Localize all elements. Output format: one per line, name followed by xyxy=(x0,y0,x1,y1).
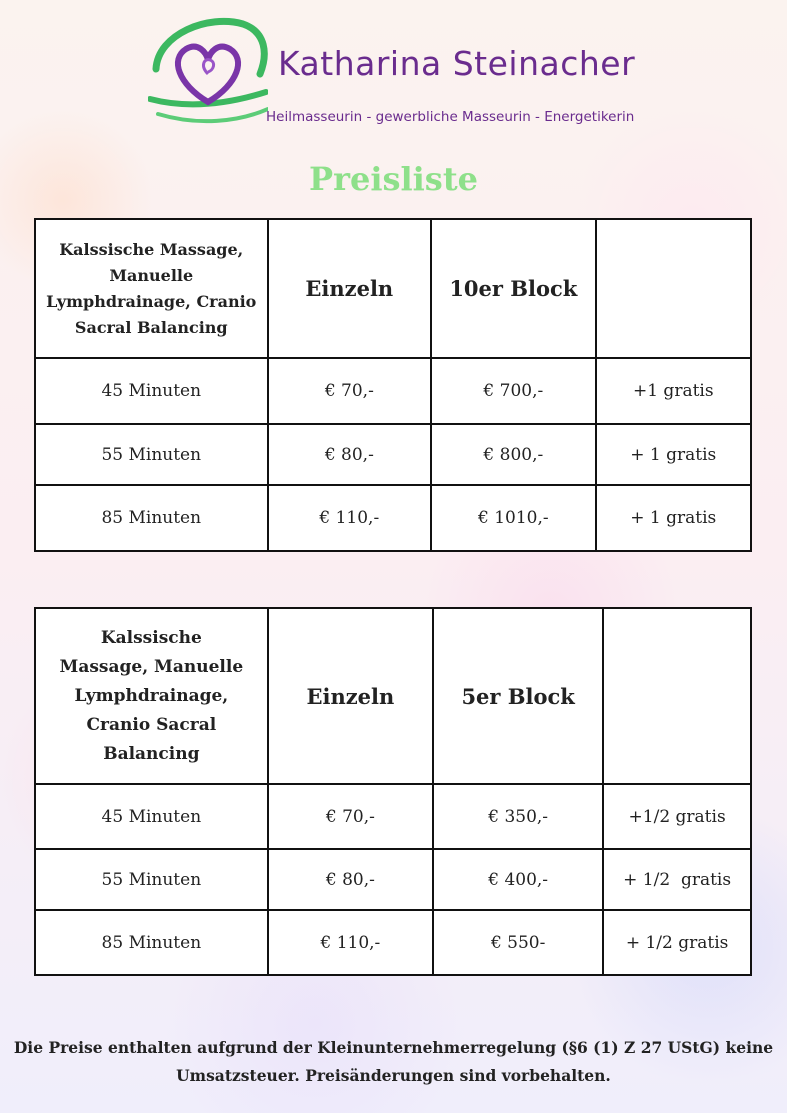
table-row xyxy=(35,784,751,849)
bonus-cell: +1 gratis xyxy=(596,358,751,424)
table-row xyxy=(35,358,751,424)
table-header-row xyxy=(35,608,751,784)
single-price-cell: € 80,- xyxy=(268,424,432,485)
table-row xyxy=(35,485,751,551)
page-title: Preisliste xyxy=(309,160,478,198)
duration-cell: 45 Minuten xyxy=(35,358,268,424)
price-table-10er xyxy=(34,218,752,552)
logo xyxy=(148,14,658,134)
bonus-cell: + 1/2 gratis xyxy=(603,849,751,910)
price-table-5er xyxy=(34,607,752,976)
block-price-cell: € 700,- xyxy=(431,358,595,424)
table-row xyxy=(35,910,751,975)
block-price-cell: € 350,- xyxy=(433,784,603,849)
footer-note xyxy=(0,1034,787,1090)
bonus-cell: + 1 gratis xyxy=(596,424,751,485)
header-bonus xyxy=(603,608,751,784)
block-price-cell: € 800,- xyxy=(431,424,595,485)
bonus-cell: + 1/2 gratis xyxy=(603,910,751,975)
block-price-cell: € 400,- xyxy=(433,849,603,910)
single-price-cell: € 80,- xyxy=(268,849,433,910)
single-price-cell: € 70,- xyxy=(268,358,432,424)
table-header-row xyxy=(35,219,751,358)
duration-cell: 55 Minuten xyxy=(35,424,268,485)
heart-hands-logo-icon xyxy=(148,14,268,129)
duration-cell: 85 Minuten xyxy=(35,485,268,551)
table-row xyxy=(35,424,751,485)
header-block: 5er Block xyxy=(433,608,603,784)
single-price-cell: € 110,- xyxy=(268,485,432,551)
footer-line-1: Die Preise enthalten aufgrund der Kleinunternehmerregelung (§6 (1) Z 27 UStG) keine xyxy=(13,1038,774,1057)
header-single: Einzeln xyxy=(268,219,432,358)
brand-name: Katharina Steinacher xyxy=(278,44,636,83)
bonus-cell: +1/2 gratis xyxy=(603,784,751,849)
single-price-cell: € 70,- xyxy=(268,784,433,849)
header-treatment: Kalssische Massage, Manuelle Lymphdrainage, Cranio Sacral Balancing xyxy=(35,608,268,784)
duration-cell: 45 Minuten xyxy=(35,784,268,849)
header-treatment: Kalssische Massage, Manuelle Lymphdrainage, Cranio Sacral Balancing xyxy=(35,219,268,358)
bonus-cell: + 1 gratis xyxy=(596,485,751,551)
header-block: 10er Block xyxy=(431,219,595,358)
block-price-cell: € 1010,- xyxy=(431,485,595,551)
brand-subtitle: Heilmasseurin - gewerbliche Masseurin - Energetikerin xyxy=(266,109,635,125)
block-price-cell: € 550- xyxy=(433,910,603,975)
header-single: Einzeln xyxy=(268,608,433,784)
single-price-cell: € 110,- xyxy=(268,910,433,975)
duration-cell: 55 Minuten xyxy=(35,849,268,910)
duration-cell: 85 Minuten xyxy=(35,910,268,975)
table-row xyxy=(35,849,751,910)
header-bonus xyxy=(596,219,751,358)
footer-line-2: Umsatzsteuer. Preisänderungen sind vorbehalten. xyxy=(176,1066,611,1085)
